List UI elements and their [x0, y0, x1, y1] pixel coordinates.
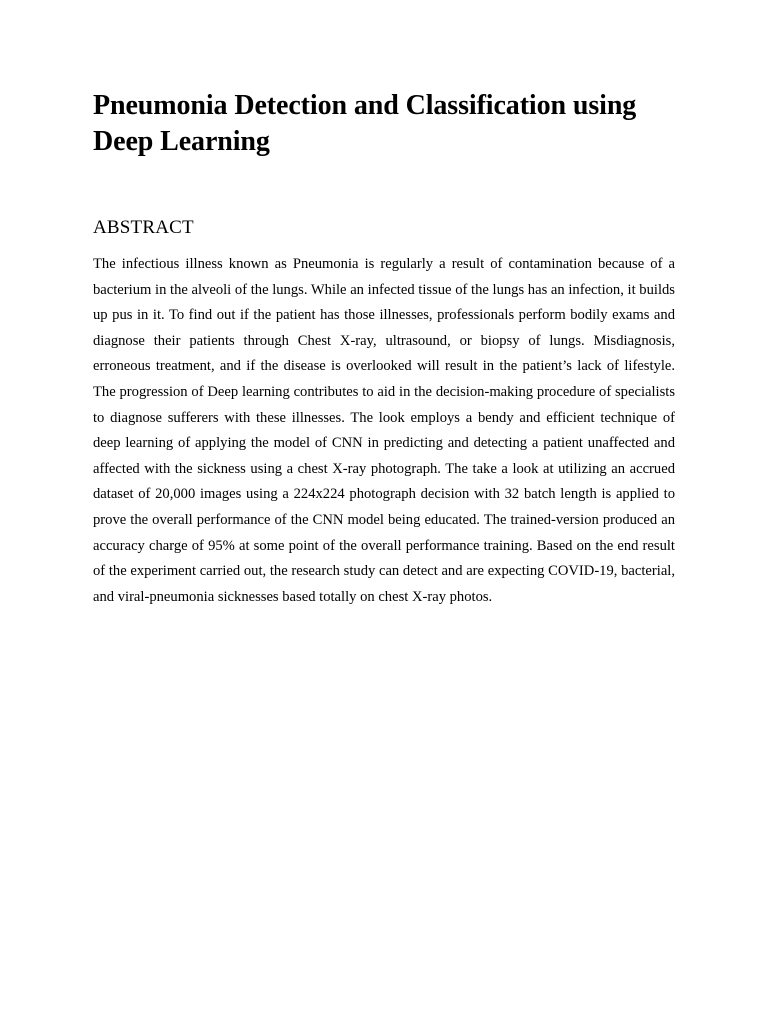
document-title: Pneumonia Detection and Classification using Deep Learning — [93, 90, 637, 157]
abstract-heading: ABSTRACT — [93, 217, 194, 238]
document-page — [93, 88, 675, 610]
abstract-paragraph: The infectious illness known as Pneumonia is regularly a result of contamination because of a bacterium in the alveoli of the lungs. While an infected tissue of the lungs has an infection, it builds up pus in it. To find out if the patient has those illnesses, professionals perform bodily exams and diagnose their patients through Chest X-ray, ultrasound, or biopsy of lungs. Misdiagnosis, erroneous treatment, and if the disease is overlooked will result in the patient’s lack of lifestyle. The progression of Deep learning contributes to aid in the decision-making procedure of specialists to diagnose sufferers with these illnesses. The look employs a bendy and efficient technique of deep learning of applying the model of CNN in predicting and detecting a patient unaffected and affected with the sickness using a chest X-ray photograph. The take a look at utilizing an accrued dataset of 20,000 images using a 224x224 photograph decision with 32 batch length is applied to prove the overall performance of the CNN model being educated. The trained-version produced an accuracy charge of 95% at some point of the overall performance training. Based on the end result of the experiment carried out, the research study can detect and are expecting COVID-19, bacterial, and viral-pneumonia sicknesses based totally on chest X-ray photos. — [93, 256, 675, 605]
